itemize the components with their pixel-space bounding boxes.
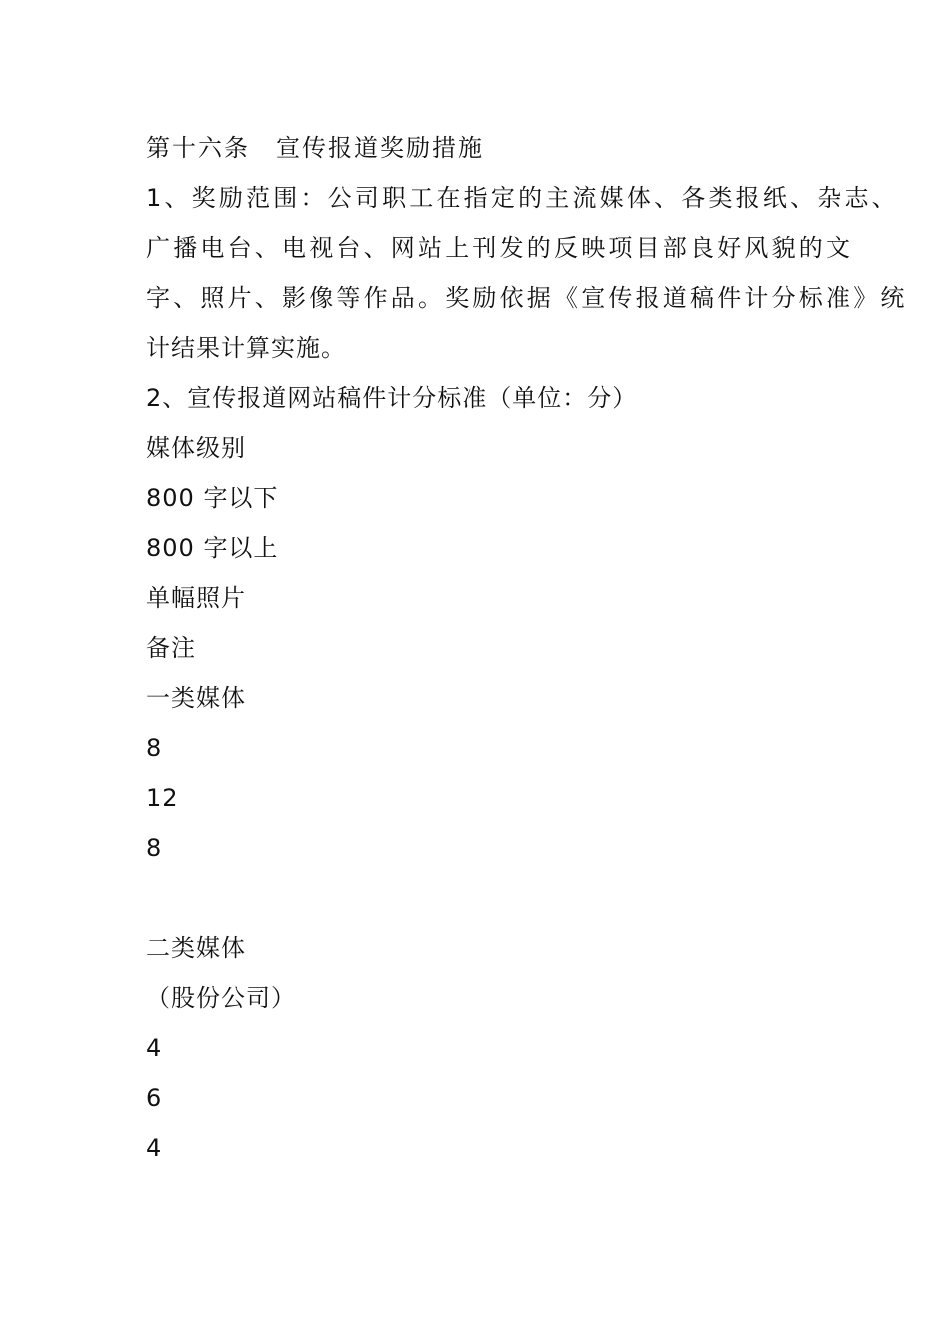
paragraph-line: 1、奖励范围：公司职工在指定的主流媒体、各类报纸、杂志、: [146, 184, 899, 212]
table-header-cell: 800 字以下: [146, 484, 279, 512]
article-heading: 第十六条 宣传报道奖励措施: [146, 134, 484, 162]
paragraph-line: 计结果计算实施。: [146, 334, 346, 362]
table-cell: 二类媒体: [146, 934, 246, 962]
table-cell: 12: [146, 784, 179, 812]
table-header-cell: 媒体级别: [146, 434, 246, 462]
table-cell: （股份公司）: [146, 984, 296, 1012]
table-cell: 6: [146, 1084, 163, 1112]
table-cell: 4: [146, 1134, 163, 1162]
table-header-cell: 备注: [146, 634, 196, 662]
table-cell: 8: [146, 734, 163, 762]
paragraph-line: 广播电台、电视台、网站上刊发的反映项目部良好风貌的文: [146, 234, 854, 262]
table-header-cell: 单幅照片: [146, 584, 246, 612]
table-cell: 8: [146, 834, 163, 862]
paragraph-line: 字、照片、影像等作品。奖励依据《宣传报道稿件计分标准》统: [146, 284, 908, 312]
table-cell: 4: [146, 1034, 163, 1062]
paragraph-line: 2、宣传报道网站稿件计分标准（单位：分）: [146, 384, 638, 412]
table-cell: 一类媒体: [146, 684, 246, 712]
table-header-cell: 800 字以上: [146, 534, 279, 562]
